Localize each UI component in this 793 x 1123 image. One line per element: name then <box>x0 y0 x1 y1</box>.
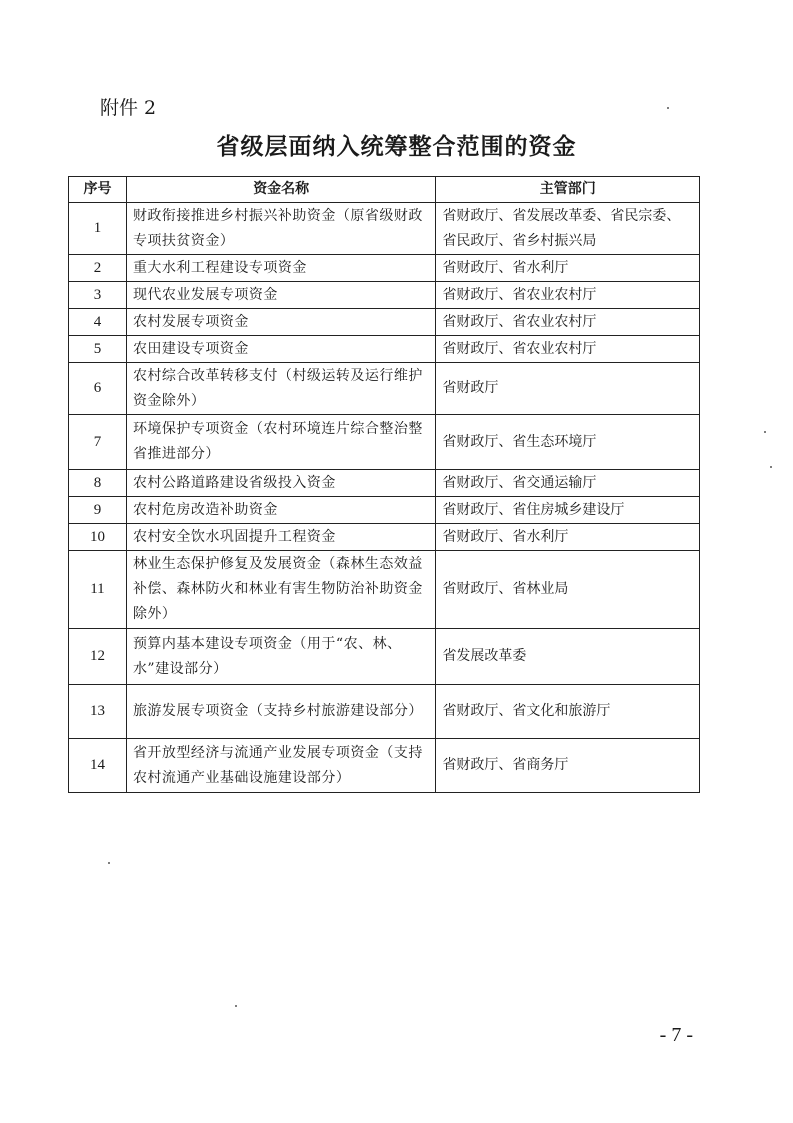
department: 省财政厅、省农业农村厅 <box>436 336 700 363</box>
scan-speck <box>235 1005 237 1007</box>
fund-name: 农田建设专项资金 <box>126 336 436 363</box>
table-row <box>69 255 700 282</box>
funds-table <box>68 176 700 793</box>
table-row <box>69 470 700 497</box>
table-row <box>69 551 700 629</box>
row-number: 13 <box>69 685 127 739</box>
header-fund-name: 资金名称 <box>126 177 436 203</box>
table-row <box>69 497 700 524</box>
table-row <box>69 282 700 309</box>
department: 省财政厅、省水利厅 <box>436 524 700 551</box>
table-row <box>69 739 700 793</box>
row-number: 9 <box>69 497 127 524</box>
row-number: 14 <box>69 739 127 793</box>
row-number: 3 <box>69 282 127 309</box>
department: 省发展改革委 <box>436 629 700 685</box>
document-title: 省级层面纳入统筹整合范围的资金 <box>216 133 577 160</box>
row-number: 12 <box>69 629 127 685</box>
department: 省财政厅 <box>436 363 700 415</box>
department: 省财政厅、省商务厅 <box>436 739 700 793</box>
row-number: 2 <box>69 255 127 282</box>
department: 省财政厅、省农业农村厅 <box>436 309 700 336</box>
scan-speck <box>667 107 669 109</box>
row-number: 4 <box>69 309 127 336</box>
department: 省财政厅、省农业农村厅 <box>436 282 700 309</box>
attachment-label: 附件 2 <box>100 97 157 119</box>
row-number: 5 <box>69 336 127 363</box>
fund-name: 林业生态保护修复及发展资金（森林生态效益补偿、森林防火和林业有害生物防治补助资金除外） <box>126 551 436 629</box>
fund-name: 农村综合改革转移支付（村级运转及运行维护资金除外） <box>126 363 436 415</box>
department: 省财政厅、省水利厅 <box>436 255 700 282</box>
table-row <box>69 524 700 551</box>
row-number: 10 <box>69 524 127 551</box>
scan-speck <box>764 431 766 433</box>
fund-name: 重大水利工程建设专项资金 <box>126 255 436 282</box>
fund-name: 农村发展专项资金 <box>126 309 436 336</box>
fund-name: 财政衔接推进乡村振兴补助资金（原省级财政专项扶贫资金） <box>126 203 436 255</box>
fund-name: 省开放型经济与流通产业发展专项资金（支持农村流通产业基础设施建设部分） <box>126 739 436 793</box>
table-row <box>69 685 700 739</box>
header-serial-number: 序号 <box>69 177 127 203</box>
table-row <box>69 629 700 685</box>
fund-name: 预算内基本建设专项资金（用于“农、林、水”建设部分） <box>126 629 436 685</box>
table-row <box>69 336 700 363</box>
fund-name: 农村危房改造补助资金 <box>126 497 436 524</box>
row-number: 1 <box>69 203 127 255</box>
table-row <box>69 415 700 470</box>
fund-name: 现代农业发展专项资金 <box>126 282 436 309</box>
department: 省财政厅、省文化和旅游厅 <box>436 685 700 739</box>
department: 省财政厅、省住房城乡建设厅 <box>436 497 700 524</box>
scan-speck <box>770 466 772 468</box>
scan-speck <box>108 862 110 864</box>
department: 省财政厅、省发展改革委、省民宗委、省民政厅、省乡村振兴局 <box>436 203 700 255</box>
table-row <box>69 309 700 336</box>
row-number: 6 <box>69 363 127 415</box>
department: 省财政厅、省交通运输厅 <box>436 470 700 497</box>
department: 省财政厅、省生态环境厅 <box>436 415 700 470</box>
page-number: - 7 - <box>659 1024 693 1046</box>
header-department: 主管部门 <box>436 177 700 203</box>
table-header-row <box>69 177 700 203</box>
fund-name: 环境保护专项资金（农村环境连片综合整治整省推进部分） <box>126 415 436 470</box>
fund-name: 旅游发展专项资金（支持乡村旅游建设部分） <box>126 685 436 739</box>
fund-name: 农村安全饮水巩固提升工程资金 <box>126 524 436 551</box>
fund-name: 农村公路道路建设省级投入资金 <box>126 470 436 497</box>
table-row <box>69 203 700 255</box>
row-number: 8 <box>69 470 127 497</box>
row-number: 7 <box>69 415 127 470</box>
table-row <box>69 363 700 415</box>
row-number: 11 <box>69 551 127 629</box>
department: 省财政厅、省林业局 <box>436 551 700 629</box>
